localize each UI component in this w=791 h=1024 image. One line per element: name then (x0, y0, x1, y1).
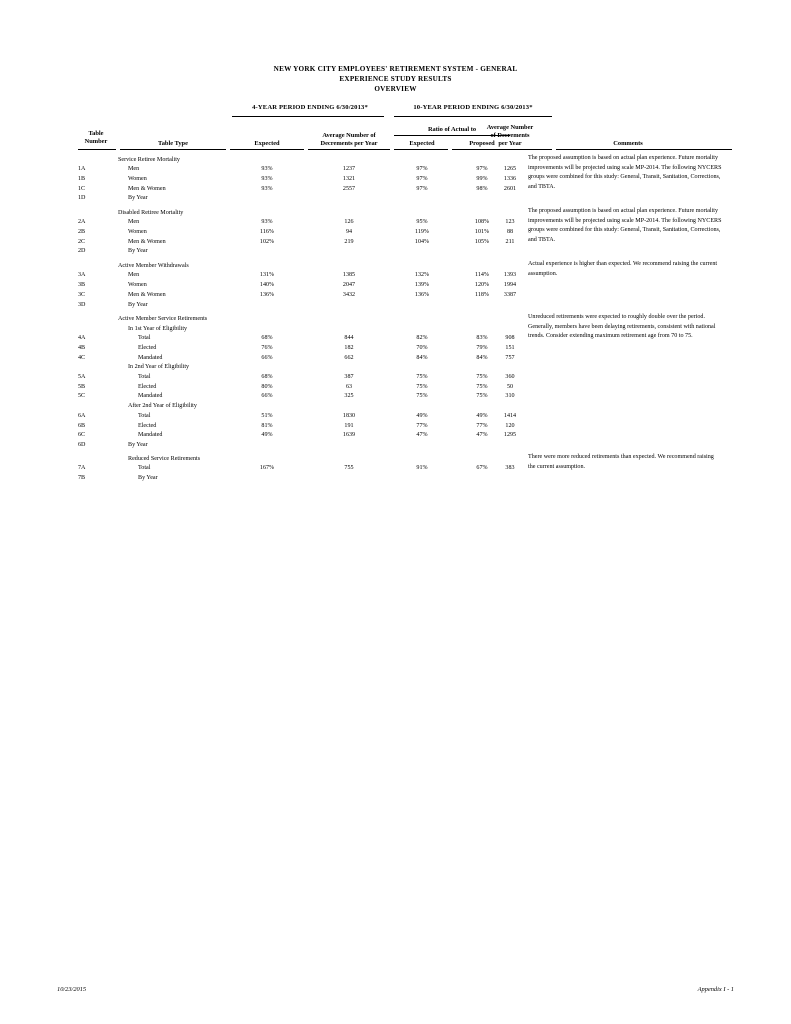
footer-page-label: Appendix I - 1 (697, 986, 734, 993)
cell-table-type: By Year (128, 248, 148, 255)
cell-expected: 68% (261, 374, 273, 380)
cell-expected: 140% (259, 282, 275, 289)
footer-date: 10/23/2015 (57, 986, 87, 993)
rule-col-comments (556, 149, 732, 150)
table-row (0, 301, 791, 311)
cell-avg-decrements-ten-year: 1295 (503, 432, 517, 439)
cell-avg-decrements-ten-year: 151 (505, 344, 515, 351)
colheader-avg-decrements2-line2: of Decrements (490, 132, 530, 139)
cell-ratio-proposed: 97% (476, 166, 488, 173)
cell-ratio-proposed: 79% (476, 344, 488, 351)
cell-table-number: 5A (78, 374, 86, 380)
cell-table-number: 6B (78, 422, 86, 429)
cell-avg-decrements-ten-year: 1393 (503, 272, 517, 279)
cell-ratio-proposed: 84% (476, 354, 488, 361)
cell-avg-decrements: 2557 (342, 185, 356, 192)
cell-expected: 93% (261, 166, 273, 173)
period-heading-four-year: 4-YEAR PERIOD ENDING 6/30/2013* (252, 104, 368, 111)
cell-table-type: Women (128, 229, 147, 235)
cell-group-label: After 2nd Year of Eligibility (128, 403, 197, 410)
cell-table-type: By Year (128, 195, 148, 202)
cell-table-number: 3B (78, 282, 86, 289)
cell-ratio-expected: 75% (416, 383, 428, 390)
title-line-2: EXPERIENCE STUDY RESULTS (339, 75, 452, 84)
cell-ratio-proposed: 114% (475, 272, 489, 279)
cell-ratio-expected: 75% (416, 374, 428, 380)
cell-group-label: In 2nd Year of Eligibility (128, 364, 190, 371)
cell-ratio-expected: 132% (414, 272, 430, 279)
title-line-1: NEW YORK CITY EMPLOYEES' RETIREMENT SYSTEM - GENERAL (273, 65, 518, 73)
cell-table-number: 2A (78, 219, 86, 226)
cell-table-number: 3A (78, 272, 86, 279)
cell-expected: 167% (259, 465, 275, 472)
cell-table-type: Elected (138, 422, 157, 429)
cell-expected: 76% (261, 344, 273, 351)
colheader-comments: Comments (613, 140, 643, 147)
cell-group-label: Service Retiree Mortality (118, 156, 180, 163)
cell-avg-decrements: 662 (344, 354, 354, 361)
rule-col-ratio-expected (394, 149, 448, 150)
table-row (0, 291, 791, 301)
cell-avg-decrements: 325 (344, 393, 354, 400)
cell-ratio-expected: 119% (415, 229, 429, 235)
cell-ratio-expected: 136% (414, 291, 430, 298)
cell-avg-decrements-ten-year: 211 (505, 238, 515, 245)
cell-avg-decrements-ten-year: 2601 (503, 185, 517, 192)
cell-ratio-proposed: 77% (476, 422, 488, 429)
table-row (0, 422, 791, 432)
cell-avg-decrements-ten-year: 310 (505, 393, 515, 400)
cell-ratio-expected: 77% (416, 422, 428, 429)
cell-table-number: 4A (78, 335, 86, 342)
colheader-avg-decrements-line2: Decrements per Year (320, 140, 378, 147)
cell-expected: 136% (259, 291, 275, 298)
cell-table-number: 7A (78, 465, 86, 472)
cell-avg-decrements-ten-year: 360 (505, 374, 515, 380)
cell-avg-decrements-ten-year: 1265 (503, 166, 517, 173)
comment-text: The proposed assumption is based on actual plan experience. Future mortality improvements will be projected using scale MP-2014. The following NYCERS groups were combined for this study: General, Transit, Sanitation, Corrections, and TBTA. (528, 208, 722, 243)
rule-col-table-type (120, 149, 226, 150)
cell-table-type: Mandated (138, 432, 163, 439)
cell-table-type: Men (128, 219, 140, 226)
cell-avg-decrements: 126 (344, 219, 354, 226)
colheader-ratio-group: Ratio of Actual to (427, 126, 477, 133)
cell-avg-decrements: 182 (344, 344, 354, 351)
cell-table-number: 3C (78, 291, 86, 298)
table-row (0, 281, 791, 291)
cell-table-type: Women (128, 175, 147, 182)
rule-col-avg-decrements2 (470, 149, 552, 150)
cell-table-number: 6C (78, 432, 86, 439)
cell-table-type: Women (128, 282, 147, 289)
cell-ratio-proposed: 105% (474, 238, 490, 245)
cell-avg-decrements: 3432 (342, 291, 356, 298)
cell-ratio-expected: 49% (416, 412, 428, 419)
cell-avg-decrements-ten-year: 1994 (503, 282, 517, 289)
cell-expected: 49% (261, 432, 273, 439)
table-row (0, 402, 791, 412)
cell-ratio-expected: 47% (416, 432, 428, 439)
cell-ratio-proposed: 83% (476, 335, 488, 342)
cell-table-type: Total (138, 374, 151, 380)
cell-ratio-expected: 139% (414, 282, 430, 289)
colheader-table-number-line2: Number (84, 138, 108, 145)
cell-table-number: 2B (78, 229, 86, 235)
cell-ratio-proposed: 120% (474, 282, 490, 289)
cell-ratio-proposed: 99% (476, 175, 488, 182)
cell-ratio-proposed: 108% (474, 219, 490, 226)
cell-table-type: Men & Women (128, 185, 166, 192)
cell-avg-decrements: 1321 (342, 175, 356, 182)
cell-avg-decrements: 2047 (342, 282, 356, 289)
rule-period-ten-year (394, 116, 552, 117)
table-row (0, 354, 791, 364)
cell-table-number: 2C (78, 238, 86, 245)
table-row (0, 194, 791, 204)
cell-group-label: In 1st Year of Eligibility (128, 325, 188, 332)
cell-expected: 93% (261, 175, 273, 182)
cell-ratio-expected: 75% (416, 393, 428, 400)
cell-table-number: 7B (78, 475, 86, 481)
cell-ratio-expected: 97% (416, 185, 428, 192)
cell-group-label: Disabled Retiree Mortality (118, 209, 184, 216)
cell-avg-decrements-ten-year: 908 (505, 335, 515, 342)
cell-table-number: 1A (78, 166, 86, 173)
cell-avg-decrements: 1639 (342, 432, 356, 439)
table-row (0, 373, 791, 383)
cell-table-type: Total (138, 465, 151, 472)
cell-ratio-proposed: 118% (475, 291, 489, 298)
comment-text: The proposed assumption is based on actual plan experience. Future mortality improvements will be projected using scale MP-2014. The following NYCERS groups were combined for this study: General, Transit, Sanitation, Corrections, and TBTA. (528, 155, 722, 190)
cell-table-type: Mandated (138, 393, 163, 400)
cell-expected: 51% (261, 412, 273, 419)
cell-expected: 81% (261, 422, 273, 429)
table-row (0, 431, 791, 441)
table-row (0, 474, 791, 484)
cell-table-type: By Year (138, 475, 158, 481)
cell-expected: 131% (259, 272, 275, 279)
cell-table-type: By Year (128, 301, 148, 308)
cell-avg-decrements-ten-year: 3387 (503, 291, 517, 298)
cell-ratio-proposed: 98% (476, 185, 488, 192)
rule-period-four-year (232, 116, 384, 117)
title-line-3: OVERVIEW (374, 85, 417, 94)
cell-expected: 102% (259, 238, 275, 245)
cell-table-type: Mandated (138, 354, 163, 361)
rule-col-expected (230, 149, 304, 150)
cell-group-label: Reduced Service Retirements (128, 455, 201, 462)
colheader-avg-decrements2-line1: Average Number (486, 124, 534, 131)
rule-col-avg-decrements (308, 149, 390, 150)
cell-avg-decrements: 1385 (342, 272, 356, 279)
cell-expected: 68% (261, 335, 273, 342)
cell-avg-decrements-ten-year: 1414 (503, 412, 517, 419)
cell-ratio-expected: 84% (416, 354, 428, 361)
cell-ratio-proposed: 67% (476, 465, 488, 472)
document-title (0, 64, 791, 95)
cell-ratio-proposed: 75% (476, 393, 488, 400)
cell-ratio-proposed: 49% (476, 412, 488, 419)
cell-table-number: 4C (78, 354, 86, 361)
cell-group-label: Active Member Withdrawals (118, 262, 189, 269)
table-row (0, 392, 791, 402)
cell-table-number: 3D (78, 301, 86, 308)
cell-table-number: 6A (78, 412, 86, 419)
cell-table-type: Elected (138, 383, 157, 390)
cell-avg-decrements: 387 (344, 374, 354, 380)
cell-expected: 93% (261, 185, 273, 192)
colheader-table-type: Table Type (158, 140, 188, 147)
cell-avg-decrements: 94 (345, 229, 353, 235)
table-row (0, 247, 791, 257)
cell-ratio-expected: 82% (416, 335, 428, 342)
cell-avg-decrements-ten-year: 120 (505, 422, 515, 429)
comment-text: There were more reduced retirements than expected. We recommend raising the current assumption. (528, 454, 714, 470)
colheader-ratio-expected: Expected (409, 140, 435, 147)
cell-table-number: 6D (78, 441, 86, 448)
cell-avg-decrements: 755 (344, 465, 354, 472)
table-row (0, 363, 791, 373)
cell-ratio-proposed: 75% (476, 374, 488, 380)
cell-table-number: 1B (78, 175, 86, 182)
cell-avg-decrements: 191 (344, 422, 354, 429)
cell-table-type: Men (128, 166, 140, 173)
cell-ratio-expected: 97% (416, 166, 428, 173)
cell-ratio-expected: 91% (416, 465, 428, 472)
cell-table-type: Men & Women (128, 238, 166, 245)
cell-avg-decrements-ten-year: 757 (505, 354, 515, 361)
cell-avg-decrements: 219 (344, 238, 354, 245)
cell-table-type: Men & Women (128, 291, 166, 298)
cell-avg-decrements-ten-year: 383 (505, 465, 515, 472)
colheader-avg-decrements2-line3: per Year (498, 140, 522, 147)
comment-text: Unreduced retirements were expected to roughly double over the period. Generally, members have been delaying retirements, consistent with national trends. Consider extending maximum retirement age from 70 to 75. (528, 314, 716, 340)
table-row (0, 383, 791, 393)
cell-avg-decrements-ten-year: 88 (506, 229, 514, 235)
cell-table-type: By Year (128, 441, 148, 448)
cell-expected: 116% (260, 229, 274, 235)
cell-group-label: Active Member Service Retirements (118, 315, 208, 322)
colheader-ratio-proposed: Proposed (469, 140, 495, 147)
table-row (0, 344, 791, 354)
cell-expected: 80% (261, 383, 273, 390)
cell-ratio-expected: 97% (416, 175, 428, 182)
cell-ratio-expected: 95% (416, 219, 428, 226)
cell-table-number: 1C (78, 185, 86, 192)
cell-table-type: Total (138, 335, 151, 342)
cell-table-number: 5C (78, 393, 86, 400)
cell-ratio-proposed: 75% (476, 383, 488, 390)
cell-table-type: Total (138, 412, 151, 419)
cell-table-number: 2D (78, 248, 86, 255)
cell-ratio-expected: 104% (414, 238, 430, 245)
table-row (0, 441, 791, 451)
cell-avg-decrements: 1237 (342, 166, 356, 173)
cell-table-type: Elected (138, 344, 157, 351)
colheader-table-number-line1: Table (88, 130, 104, 137)
cell-expected: 93% (261, 219, 273, 226)
cell-avg-decrements-ten-year: 50 (506, 383, 514, 390)
cell-table-type: Men (128, 272, 140, 279)
period-heading-ten-year: 10-YEAR PERIOD ENDING 6/30/2013* (413, 104, 533, 111)
cell-avg-decrements-ten-year: 1336 (503, 175, 517, 182)
cell-ratio-expected: 70% (416, 344, 428, 351)
cell-expected: 66% (261, 393, 273, 400)
colheader-expected: Expected (254, 140, 280, 147)
cell-ratio-proposed: 101% (474, 229, 490, 235)
colheader-avg-decrements-line1: Average Number of (322, 132, 376, 139)
cell-table-number: 4B (78, 344, 86, 351)
cell-expected: 66% (261, 354, 273, 361)
cell-table-number: 1D (78, 195, 86, 202)
table-row (0, 412, 791, 422)
cell-avg-decrements: 844 (344, 335, 354, 342)
cell-avg-decrements: 63 (345, 383, 353, 390)
cell-avg-decrements-ten-year: 123 (505, 219, 515, 226)
cell-ratio-proposed: 47% (476, 432, 488, 439)
rule-col-table-number (78, 149, 116, 150)
cell-avg-decrements: 1830 (342, 412, 356, 419)
cell-table-number: 5B (78, 383, 86, 390)
comment-text: Actual experience is higher than expected. We recommend raising the current assumption. (528, 261, 718, 277)
